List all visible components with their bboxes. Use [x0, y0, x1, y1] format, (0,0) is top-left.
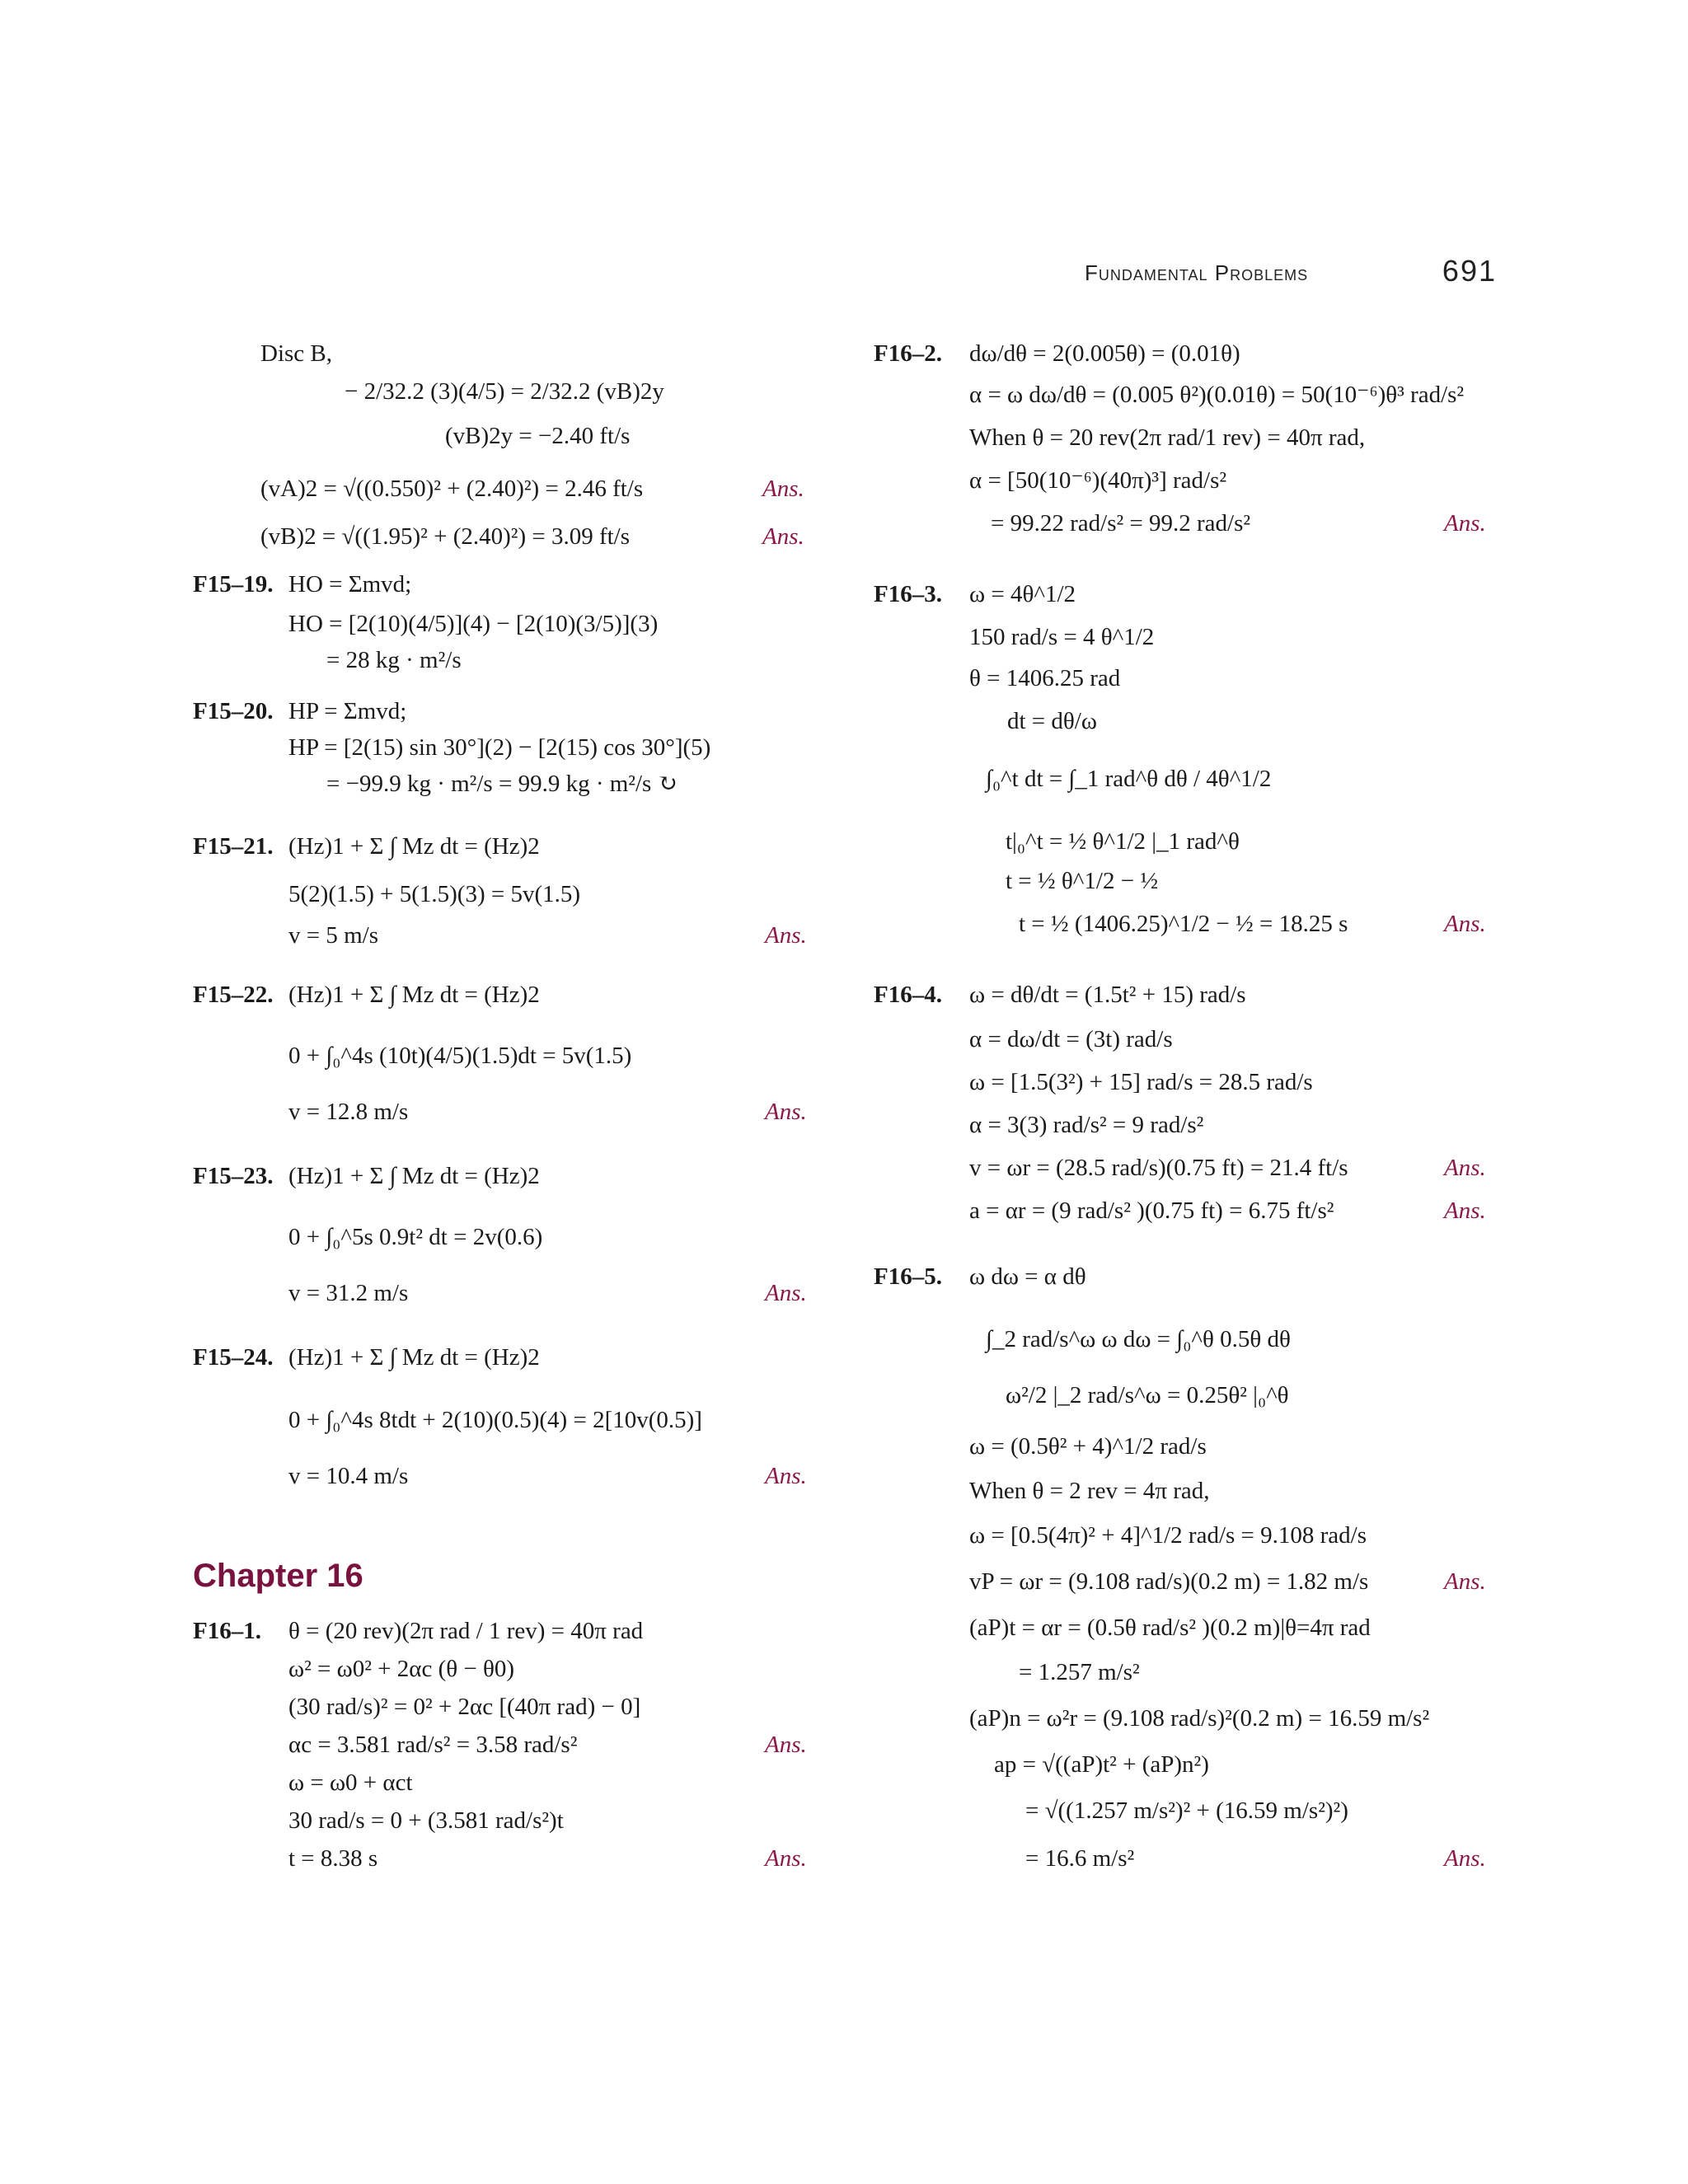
problem-label: F16–3.	[874, 581, 942, 607]
equation: v = ωr = (28.5 rad/s)(0.75 ft) = 21.4 ft/s	[969, 1155, 1348, 1181]
answer-label: Ans.	[765, 1845, 807, 1872]
problem-label: F15–21.	[193, 833, 274, 860]
answer-label: Ans.	[765, 922, 807, 949]
equation: t = ½ θ^1/2 − ½	[1006, 868, 1159, 894]
answer-label: Ans.	[1444, 911, 1486, 937]
equation: α = [50(10⁻⁶)(40π)³] rad/s²	[969, 467, 1227, 494]
equation: = √((1.257 m/s²)² + (16.59 m/s²)²)	[1025, 1797, 1348, 1824]
equation: ap = √((aP)t² + (aP)n²)	[994, 1751, 1209, 1778]
answer-label: Ans.	[762, 476, 804, 502]
equation: θ = 1406.25 rad	[969, 665, 1121, 691]
equation: t = 8.38 s	[288, 1845, 378, 1872]
problem-label: F15–20.	[193, 698, 274, 724]
page-number: 691	[1442, 254, 1497, 288]
equation: ω = ω0 + αct	[288, 1769, 413, 1796]
equation: v = 31.2 m/s	[288, 1280, 409, 1306]
equation: v = 10.4 m/s	[288, 1463, 409, 1489]
answer-label: Ans.	[1444, 1845, 1486, 1872]
chapter-heading: Chapter 16	[193, 1558, 363, 1594]
problem-label: F16–4.	[874, 982, 942, 1008]
answer-label: Ans.	[765, 1280, 807, 1306]
equation: = 1.257 m/s²	[1019, 1659, 1140, 1685]
equation: (vA)2 = √((0.550)² + (2.40)²) = 2.46 ft/s	[260, 476, 644, 502]
answer-label: Ans.	[1444, 1155, 1486, 1181]
equation: 150 rad/s = 4 θ^1/2	[969, 624, 1155, 650]
equation: HO = [2(10)(4/5)](4) − [2(10)(3/5)](3)	[288, 611, 659, 637]
answer-label: Ans.	[1444, 1197, 1486, 1224]
equation: αc = 3.581 rad/s² = 3.58 rad/s²	[288, 1732, 578, 1758]
equation: (30 rad/s)² = 0² + 2αc [(40π rad) − 0]	[288, 1694, 641, 1720]
equation: = 28 kg · m²/s	[326, 647, 462, 673]
problem-label: F16–2.	[874, 340, 942, 367]
disc-b-heading: Disc B,	[260, 340, 332, 367]
equation: θ = (20 rev)(2π rad / 1 rev) = 40π rad	[288, 1618, 644, 1644]
equation: When θ = 20 rev(2π rad/1 rev) = 40π rad,	[969, 424, 1366, 451]
equation: 0 + ∫₀^4s (10t)(4/5)(1.5)dt = 5v(1.5)	[288, 1043, 632, 1069]
equation: (Hz)1 + Σ ∫ Mz dt = (Hz)2	[288, 1344, 540, 1371]
equation: (Hz)1 + Σ ∫ Mz dt = (Hz)2	[288, 1163, 540, 1189]
equation: α = ω dω/dθ = (0.005 θ²)(0.01θ) = 50(10⁻⁶)θ³ rad/s²	[969, 382, 1465, 408]
problem-label: F16–5.	[874, 1263, 942, 1290]
equation: = 99.22 rad/s² = 99.2 rad/s²	[991, 510, 1251, 537]
equation: When θ = 2 rev = 4π rad,	[969, 1478, 1210, 1504]
problem-label: F15–23.	[193, 1163, 274, 1189]
problem-label: F15–22.	[193, 982, 274, 1008]
page-header	[1085, 254, 1497, 298]
answer-label: Ans.	[765, 1463, 807, 1489]
equation: ω²/2 |_2 rad/s^ω = 0.25θ² |₀^θ	[1006, 1382, 1289, 1408]
equation: ∫₀^t dt = ∫_1 rad^θ dθ / 4θ^1/2	[986, 766, 1272, 792]
equation: v = 12.8 m/s	[288, 1099, 409, 1125]
equation: ∫_2 rad/s^ω ω dω = ∫₀^θ 0.5θ dθ	[986, 1326, 1291, 1352]
equation: v = 5 m/s	[288, 922, 379, 949]
equation: ω = [1.5(3²) + 15] rad/s = 28.5 rad/s	[969, 1069, 1313, 1095]
equation: a = αr = (9 rad/s² )(0.75 ft) = 6.75 ft/s²	[969, 1197, 1334, 1224]
answer-label: Ans.	[1444, 510, 1486, 537]
equation: ω = 4θ^1/2	[969, 581, 1076, 607]
problem-label: F15–24.	[193, 1344, 274, 1371]
answer-label: Ans.	[1444, 1568, 1486, 1595]
problem-label: F15–19.	[193, 571, 274, 598]
equation: (Hz)1 + Σ ∫ Mz dt = (Hz)2	[288, 833, 540, 860]
equation: 30 rad/s = 0 + (3.581 rad/s²)t	[288, 1807, 564, 1834]
answer-label: Ans.	[765, 1099, 807, 1125]
equation: (vB)2 = √((1.95)² + (2.40)²) = 3.09 ft/s	[260, 523, 631, 550]
equation: 5(2)(1.5) + 5(1.5)(3) = 5v(1.5)	[288, 881, 581, 907]
problem-label: F16–1.	[193, 1618, 261, 1644]
equation: t|₀^t = ½ θ^1/2 |_1 rad^θ	[1006, 828, 1240, 855]
equation: (aP)n = ω²r = (9.108 rad/s)²(0.2 m) = 16.59 m/s²	[969, 1705, 1430, 1732]
answer-label: Ans.	[762, 523, 804, 550]
equation: = 16.6 m/s²	[1025, 1845, 1135, 1872]
equation: dt = dθ/ω	[1007, 708, 1097, 734]
equation: ω = [0.5(4π)² + 4]^1/2 rad/s = 9.108 rad/s	[969, 1522, 1367, 1549]
equation: − 2/32.2 (3)(4/5) = 2/32.2 (vB)2y	[345, 378, 664, 405]
equation: = −99.9 kg · m²/s = 99.9 kg · m²/s ↻	[326, 771, 678, 797]
equation: 0 + ∫₀^5s 0.9t² dt = 2v(0.6)	[288, 1224, 543, 1250]
equation: ω² = ω0² + 2αc (θ − θ0)	[288, 1656, 515, 1682]
equation: t = ½ (1406.25)^1/2 − ½ = 18.25 s	[1019, 911, 1348, 937]
equation: α = 3(3) rad/s² = 9 rad/s²	[969, 1112, 1204, 1138]
equation: 0 + ∫₀^4s 8tdt + 2(10)(0.5)(4) = 2[10v(0.5)]	[288, 1407, 702, 1433]
equation: vP = ωr = (9.108 rad/s)(0.2 m) = 1.82 m/s	[969, 1568, 1369, 1595]
equation: (Hz)1 + Σ ∫ Mz dt = (Hz)2	[288, 982, 540, 1008]
equation: ω = (0.5θ² + 4)^1/2 rad/s	[969, 1433, 1207, 1460]
running-head: Fundamental Problems	[1085, 260, 1309, 285]
equation: HO = Σmvd;	[288, 571, 412, 598]
equation: (vB)2y = −2.40 ft/s	[445, 423, 631, 449]
equation: α = dω/dt = (3t) rad/s	[969, 1026, 1173, 1052]
equation: ω dω = α dθ	[969, 1263, 1086, 1290]
equation: ω = dθ/dt = (1.5t² + 15) rad/s	[969, 982, 1246, 1008]
equation: HP = [2(15) sin 30°](2) − [2(15) cos 30°](5)	[288, 734, 711, 761]
answer-label: Ans.	[765, 1732, 807, 1758]
equation: HP = Σmvd;	[288, 698, 407, 724]
equation: (aP)t = αr = (0.5θ rad/s² )(0.2 m)|θ=4π rad	[969, 1615, 1371, 1641]
equation: dω/dθ = 2(0.005θ) = (0.01θ)	[969, 340, 1240, 367]
